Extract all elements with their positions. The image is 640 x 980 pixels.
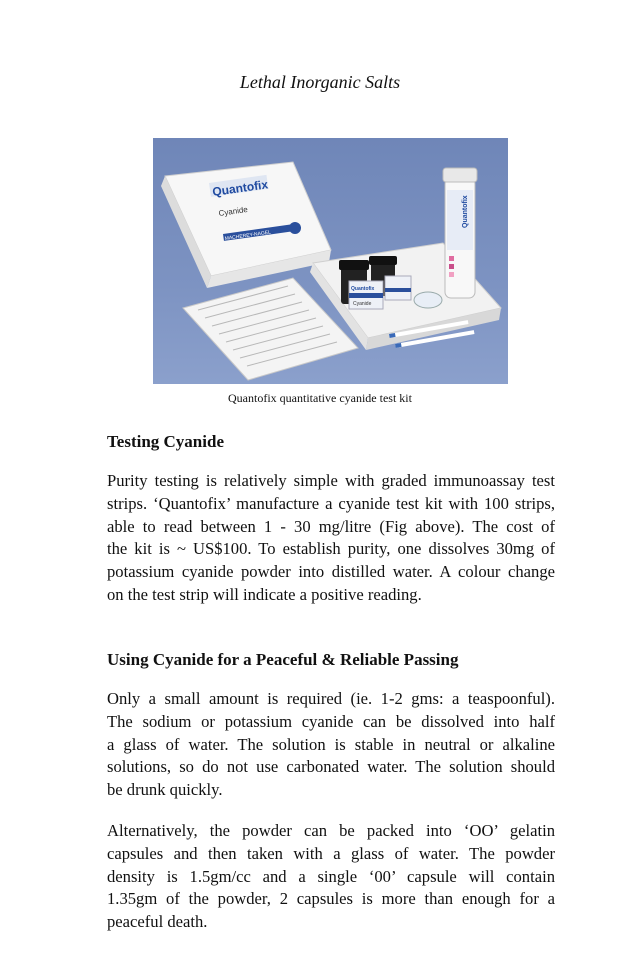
- text-line: capsules and then taken with a glass of water. The powder: [107, 843, 555, 863]
- paragraph-using-1: [107, 688, 555, 802]
- figure-caption: Quantofix quantitative cyanide test kit: [228, 391, 412, 405]
- section-heading-using: Using Cyanide for a Peaceful & Reliable Passing: [107, 650, 459, 669]
- test-kit-illustration: [153, 138, 508, 384]
- text-line: able to read between 1 - 30 mg/litre (Fig above). The cost of: [107, 516, 555, 536]
- paragraph-using-2: [107, 820, 555, 934]
- text-line: solutions, so do not use carbonated water. The solution should: [107, 757, 555, 777]
- text-line: 1.35gm of the powder, 2 capsules is more than enough for a: [107, 889, 555, 909]
- text-line: on the test strip will indicate a positive reading.: [107, 584, 422, 604]
- text-line: be drunk quickly.: [107, 780, 223, 800]
- bottle-label-brand: Quantofix: [351, 286, 375, 292]
- text-line: density is 1.5gm/cc and a single ‘00’ capsule will contain: [107, 866, 555, 886]
- paragraph-testing: [107, 470, 555, 607]
- text-line: a glass of water. The solution is stable in neutral or alkaline: [107, 734, 555, 754]
- bottle-label-product: Cyanide: [353, 301, 372, 307]
- product-photo: [153, 138, 508, 384]
- text-line: peaceful death.: [107, 912, 208, 932]
- running-title: Lethal Inorganic Salts: [239, 72, 401, 92]
- section-heading-testing: Testing Cyanide: [107, 432, 224, 451]
- box-maker-label: MACHEREY-NAGEL: [224, 229, 272, 242]
- text-line: Purity testing is relatively simple with graded immunoassay test: [107, 471, 555, 490]
- text-line: The sodium or potassium cyanide can be dissolved into half: [107, 711, 555, 731]
- box-product-label: Cyanide: [218, 204, 249, 218]
- text-line: Only a small amount is required (ie. 1-2 gms: a teaspoonful).: [107, 689, 555, 708]
- box-brand-label: Quantofix: [211, 177, 269, 199]
- text-line: strips. ‘Quantofix’ manufacture a cyanide test kit with 100 strips,: [107, 493, 555, 513]
- text-line: Alternatively, the powder can be packed into ‘OO’ gelatin: [107, 821, 555, 840]
- text-line: the kit is ~ US$100. To establish purity, one dissolves 30mg of: [107, 539, 555, 559]
- tube-label: Quantofix: [462, 195, 469, 228]
- text-line: potassium cyanide powder into distilled water. A colour change: [107, 562, 555, 582]
